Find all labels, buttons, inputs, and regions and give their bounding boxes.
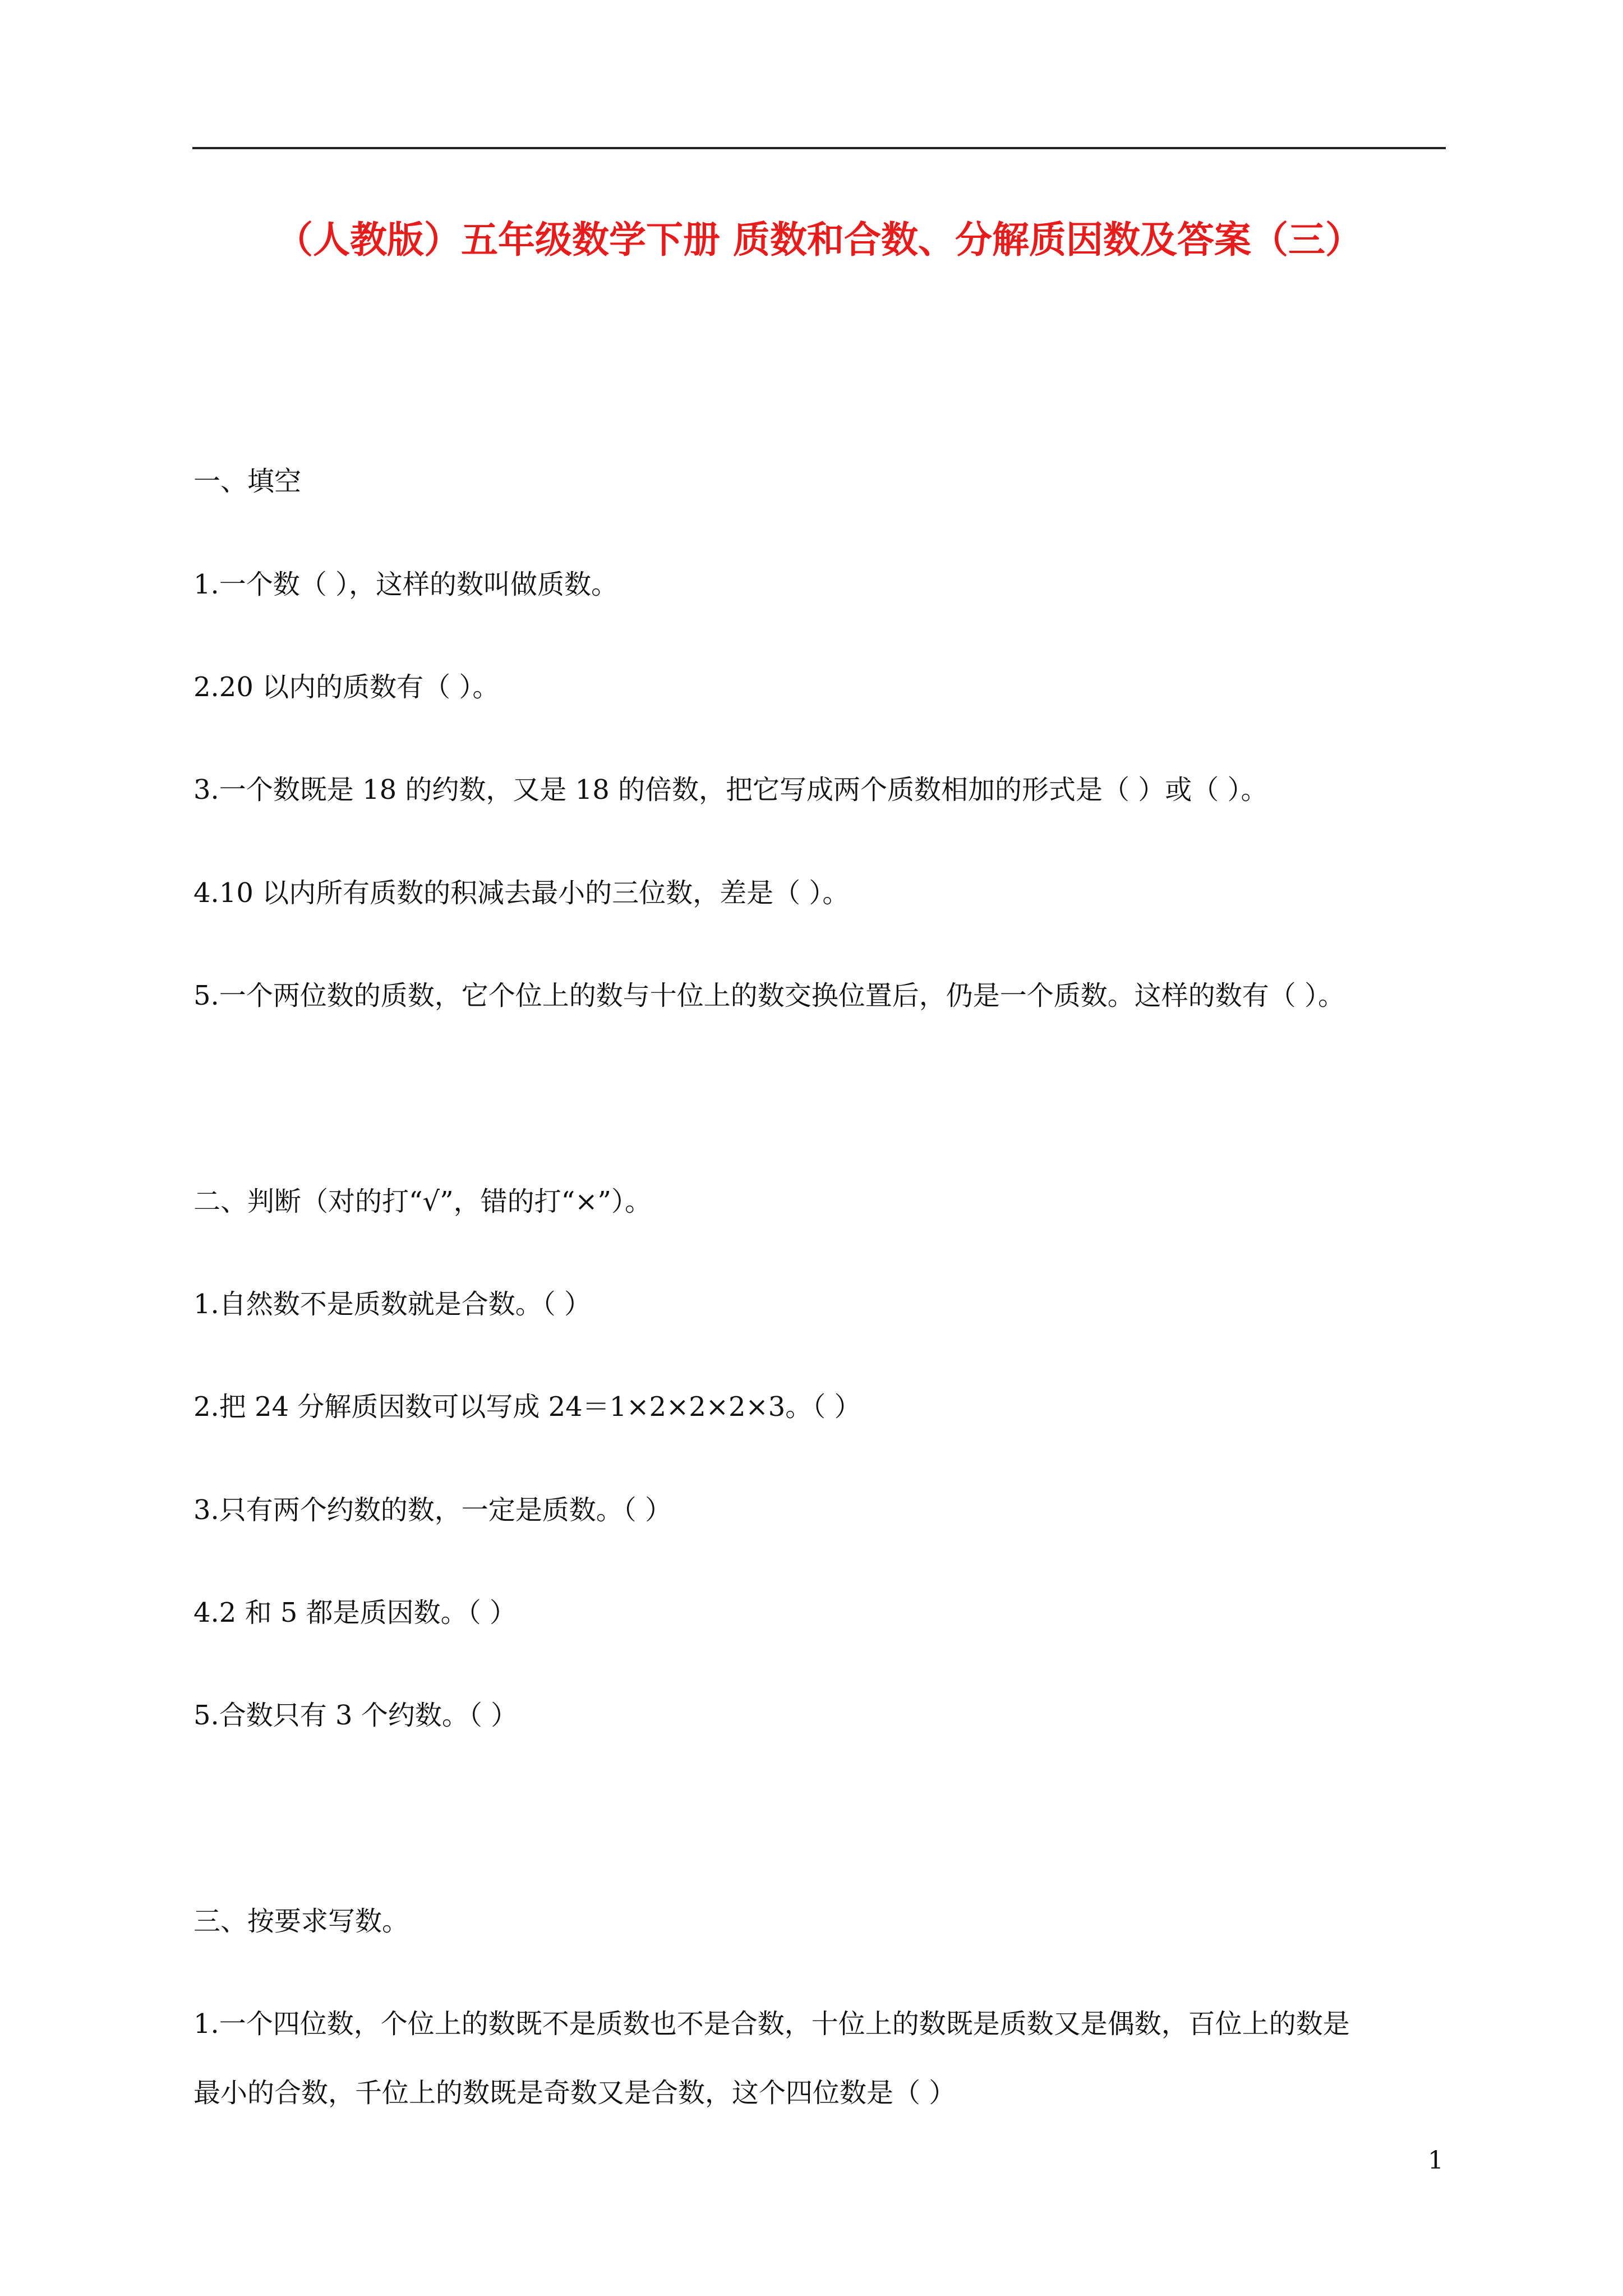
question-1-3: 3.一个数既是 18 的约数，又是 18 的倍数，把它写成两个质数相加的形式是（ ）或（ ）。 — [193, 774, 1268, 806]
question-1-5: 5.一个两位数的质数，它个位上的数与十位上的数交换位置后，仍是一个质数。这样的数有（ ）。 — [193, 980, 1345, 1011]
page-number: 1 — [1428, 2146, 1444, 2175]
question-2-4: 4.2 和 5 都是质因数。（ ） — [193, 1597, 517, 1628]
section-heading-true-false: 二、判断（对的打“√”，错的打“×”）。 — [193, 1186, 652, 1217]
question-2-3: 3.只有两个约数的数，一定是质数。（ ） — [193, 1494, 672, 1526]
document-title: （人教版）五年级数学下册 质数和合数、分解质因数及答案（三） — [276, 218, 1362, 261]
header-rule — [192, 147, 1446, 149]
question-3-1-line-1: 1.一个四位数，个位上的数既不是质数也不是合数，十位上的数既是质数又是偶数，百位上的数是 — [193, 2008, 1350, 2040]
question-1-4: 4.10 以内所有质数的积减去最小的三位数，差是（ ）。 — [193, 877, 850, 909]
question-2-5: 5.合数只有 3 个约数。（ ） — [193, 1700, 518, 1731]
section-heading-write-numbers: 三、按要求写数。 — [193, 1906, 409, 1937]
section-heading-fill-in: 一、填空 — [193, 466, 302, 497]
question-1-2: 2.20 以内的质数有（ ）。 — [193, 671, 500, 703]
question-3-1-line-2: 最小的合数，千位上的数既是奇数又是合数，这个四位数是（ ） — [193, 2077, 956, 2109]
question-2-1: 1.自然数不是质数就是合数。（ ） — [193, 1289, 592, 1320]
question-2-2: 2.把 24 分解质因数可以写成 24＝1×2×2×2×3。（ ） — [193, 1391, 861, 1423]
question-1-1: 1.一个数（ ），这样的数叫做质数。 — [193, 569, 619, 600]
